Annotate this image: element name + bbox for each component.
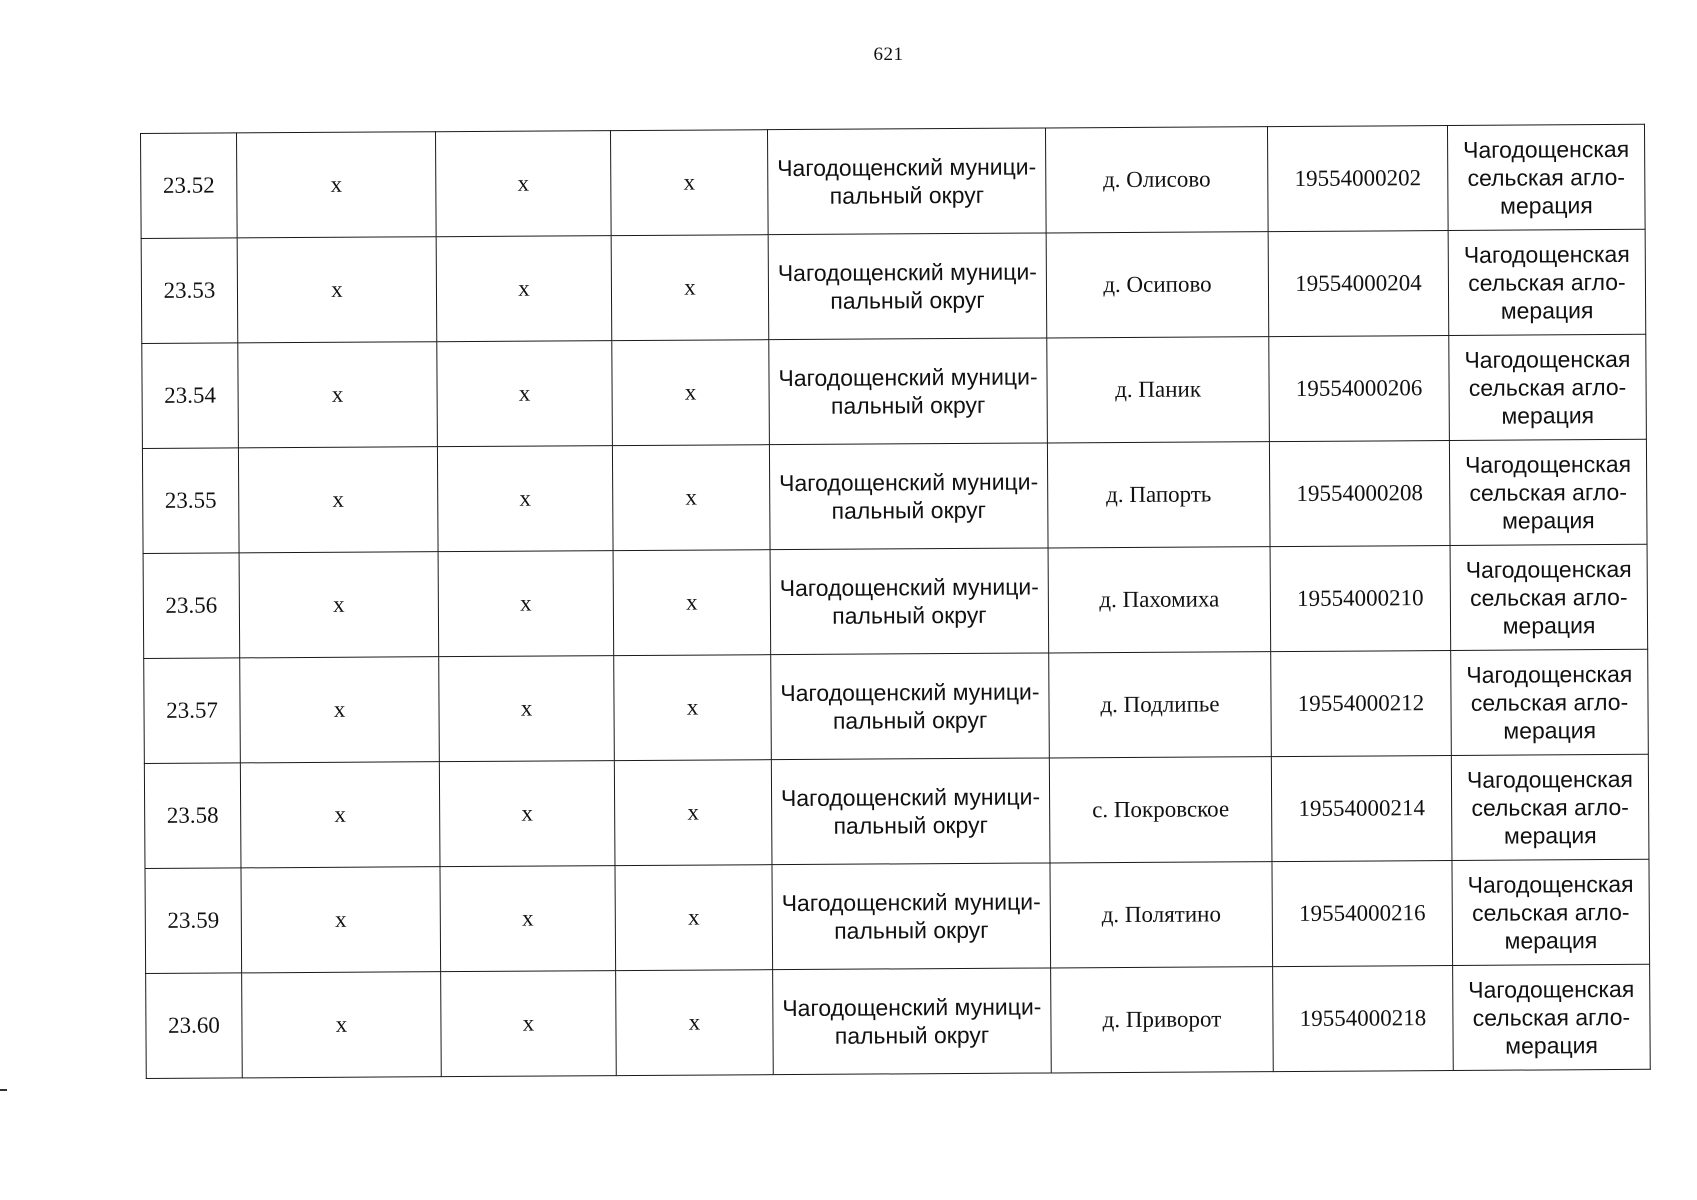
oktmo-code-cell: 19554000214 (1271, 756, 1452, 862)
municipality-line: Чагодощенский муници- (780, 783, 1041, 812)
agglomeration-line: мерация (1502, 612, 1596, 639)
mark-cell-col3: x (440, 866, 616, 972)
agglomeration-line: Чагодощенская (1467, 870, 1634, 898)
oktmo-code-cell: 19554000206 (1269, 336, 1450, 442)
table-row (144, 649, 1649, 763)
table-row (145, 859, 1650, 973)
registry-table (140, 124, 1651, 1079)
row-number-cell: 23.54 (142, 343, 239, 449)
mark-cell-col2: x (242, 972, 442, 1078)
mark-cell-col2: x (241, 867, 441, 973)
registry-body (141, 124, 1651, 1078)
agglomeration-cell (1452, 859, 1650, 965)
agglomeration-line: сельская агло- (1470, 583, 1628, 611)
municipality-line: пальный округ (830, 286, 985, 314)
oktmo-code-cell: 19554000204 (1268, 231, 1449, 337)
mark-cell-col3: x (439, 656, 615, 762)
table-row (141, 229, 1646, 343)
municipality-line: Чагодощенский муници- (781, 888, 1041, 917)
mark-cell-col2: x (238, 447, 438, 553)
mark-cell-col4: x (613, 550, 771, 656)
mark-cell-col2: x (240, 657, 440, 763)
mark-cell-col4: x (612, 340, 770, 446)
agglomeration-cell (1447, 124, 1645, 230)
municipality-cell (769, 338, 1048, 445)
municipality-cell (770, 548, 1049, 655)
mark-cell-col3: x (439, 761, 615, 867)
municipality-line: Чагодощенский муници- (778, 363, 1038, 392)
agglomeration-line: сельская агло- (1470, 688, 1629, 716)
mark-cell-col3: x (436, 236, 612, 342)
row-number-cell: 23.55 (142, 448, 239, 554)
municipality-cell (767, 128, 1046, 235)
settlement-cell: д. Пахомиха (1048, 547, 1271, 653)
mark-cell-col4: x (610, 130, 768, 236)
mark-cell-col4: x (611, 235, 769, 341)
agglomeration-cell (1449, 334, 1647, 440)
mark-cell-col2: x (237, 132, 437, 238)
mark-cell-col2: x (238, 342, 438, 448)
agglomeration-line: Чагодощенская (1465, 555, 1632, 583)
agglomeration-line: мерация (1504, 927, 1598, 954)
settlement-cell: с. Покровское (1049, 757, 1272, 863)
agglomeration-cell (1451, 649, 1649, 755)
settlement-cell: д. Олисово (1045, 127, 1268, 233)
mark-cell-col3: x (437, 446, 613, 552)
agglomeration-line: мерация (1503, 717, 1597, 744)
mark-cell-col3: x (441, 971, 617, 1077)
mark-cell-col3: x (438, 551, 614, 657)
agglomeration-line: сельская агло- (1468, 373, 1627, 401)
mark-cell-col2: x (237, 237, 437, 343)
municipality-line: Чагодощенский муници- (777, 258, 1037, 287)
agglomeration-line: Чагодощенская (1464, 450, 1632, 478)
oktmo-code-cell: 19554000218 (1273, 965, 1454, 1071)
oktmo-code-cell: 19554000208 (1269, 441, 1450, 547)
mark-cell-col3: x (437, 341, 613, 447)
municipality-cell (768, 233, 1047, 340)
agglomeration-cell (1451, 754, 1649, 860)
margin-tick-mark (0, 1089, 7, 1091)
municipality-line: пальный округ (829, 181, 985, 209)
settlement-cell: д. Приворот (1051, 967, 1274, 1073)
table-row (142, 439, 1647, 553)
agglomeration-line: Чагодощенская (1463, 240, 1630, 268)
mark-cell-col4: x (615, 865, 773, 971)
settlement-cell: д. Папорть (1047, 442, 1270, 548)
municipality-line: Чагодощенский муници- (779, 468, 1039, 497)
settlement-cell: д. Паник (1047, 337, 1270, 443)
registry-sheet (140, 124, 1650, 1079)
agglomeration-line: сельская агло- (1471, 793, 1629, 821)
table-row (144, 754, 1649, 868)
municipality-line: пальный округ (832, 706, 988, 734)
agglomeration-line: мерация (1503, 822, 1597, 849)
agglomeration-line: сельская агло- (1469, 478, 1628, 506)
agglomeration-cell (1450, 544, 1648, 650)
oktmo-code-cell: 19554000202 (1267, 126, 1448, 232)
row-number-cell: 23.59 (145, 868, 242, 974)
settlement-cell: д. Полятино (1050, 862, 1273, 968)
settlement-cell: д. Осипово (1046, 232, 1269, 338)
agglomeration-line: сельская агло- (1467, 163, 1626, 191)
municipality-cell (769, 443, 1048, 550)
agglomeration-line: Чагодощенская (1464, 345, 1631, 373)
row-number-cell: 23.58 (144, 763, 241, 869)
mark-cell-col2: x (239, 552, 439, 658)
municipality-line: Чагодощенский муници- (782, 993, 1042, 1022)
row-number-cell: 23.60 (146, 973, 243, 1079)
agglomeration-line: мерация (1500, 297, 1594, 324)
agglomeration-line: Чагодощенская (1468, 975, 1635, 1003)
oktmo-code-cell: 19554000210 (1270, 546, 1451, 652)
agglomeration-line: мерация (1500, 192, 1593, 219)
table-row (141, 124, 1646, 238)
municipality-cell (771, 758, 1050, 865)
municipality-cell (773, 968, 1052, 1075)
municipality-cell (772, 863, 1051, 970)
row-number-cell: 23.53 (141, 238, 238, 344)
municipality-line: пальный округ (833, 811, 989, 839)
municipality-line: пальный округ (834, 1021, 990, 1049)
municipality-line: пальный округ (834, 916, 989, 944)
municipality-line: Чагодощенский муници- (779, 573, 1039, 602)
municipality-line: Чагодощенский муници- (777, 153, 1037, 182)
page-number: 621 (873, 44, 904, 65)
agglomeration-line: мерация (1505, 1032, 1599, 1059)
agglomeration-cell (1449, 439, 1647, 545)
oktmo-code-cell: 19554000216 (1272, 860, 1453, 966)
mark-cell-col3: x (435, 131, 611, 237)
table-row (143, 544, 1648, 658)
row-number-cell: 23.56 (143, 553, 240, 659)
municipality-line: пальный округ (831, 496, 987, 524)
row-number-cell: 23.52 (141, 133, 238, 239)
oktmo-code-cell: 19554000212 (1271, 651, 1452, 757)
agglomeration-line: мерация (1501, 402, 1595, 429)
table-row (142, 334, 1647, 448)
agglomeration-cell (1448, 229, 1646, 335)
agglomeration-line: Чагодощенская (1466, 765, 1634, 793)
agglomeration-cell (1453, 964, 1651, 1070)
municipality-line: пальный округ (832, 601, 987, 629)
agglomeration-line: Чагодощенская (1466, 660, 1633, 688)
municipality-cell (771, 653, 1050, 760)
row-number-cell: 23.57 (144, 658, 241, 764)
agglomeration-line: мерация (1501, 507, 1595, 534)
settlement-cell: д. Подлипье (1049, 652, 1272, 758)
agglomeration-line: сельская агло- (1471, 898, 1630, 926)
municipality-line: Чагодощенский муници- (780, 678, 1040, 707)
agglomeration-line: Чагодощенская (1463, 135, 1630, 163)
mark-cell-col4: x (612, 445, 770, 551)
mark-cell-col4: x (616, 970, 774, 1076)
table-row (146, 964, 1651, 1078)
mark-cell-col4: x (614, 655, 772, 761)
mark-cell-col2: x (240, 762, 440, 868)
agglomeration-line: сельская агло- (1468, 268, 1626, 296)
agglomeration-line: сельская агло- (1472, 1003, 1631, 1031)
municipality-line: пальный округ (830, 391, 986, 419)
mark-cell-col4: x (614, 760, 772, 866)
